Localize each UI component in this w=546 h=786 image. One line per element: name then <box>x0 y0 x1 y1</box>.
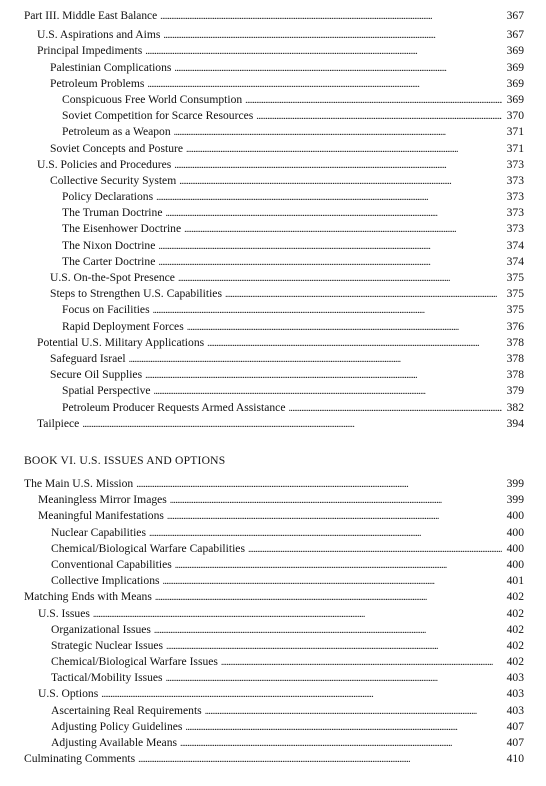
toc-entry <box>0 302 546 318</box>
toc-entry <box>0 654 546 670</box>
toc-entry-page: 407 <box>506 736 524 749</box>
toc-entry-page: 410 <box>506 752 524 766</box>
toc-entry <box>0 383 546 399</box>
dot-leader <box>174 158 502 174</box>
toc-entry-title: Tactical/Mobility Issues <box>51 671 163 685</box>
toc-entry-title: Principal Impediments <box>37 44 143 58</box>
toc-entry-title: The Carter Doctrine <box>62 254 156 268</box>
toc-entry-page: 370 <box>506 109 524 123</box>
toc-entry <box>0 557 546 573</box>
toc-entry <box>0 670 546 686</box>
toc-entry-page: 375 <box>506 287 524 301</box>
toc-entry-page: 378 <box>506 368 524 382</box>
toc-entry-page: 373 <box>506 157 524 171</box>
dot-leader <box>180 736 502 752</box>
toc-entry-title: Potential U.S. Military Applications <box>37 335 205 349</box>
dot-leader <box>82 417 502 433</box>
toc-entry <box>0 589 546 605</box>
toc-entry-page: 400 <box>506 509 524 523</box>
toc-entry-title: Soviet Concepts and Posture <box>50 141 183 155</box>
toc-entry-title: Matching Ends with Means <box>24 590 152 604</box>
toc-entry-page: 399 <box>506 493 524 507</box>
toc-entry-title: Collective Implications <box>51 574 160 588</box>
toc-entry <box>0 622 546 638</box>
toc-entry-title: Chemical/Biological Warfare Issues <box>51 655 218 669</box>
toc-entry <box>0 686 546 702</box>
dot-leader <box>175 558 502 574</box>
toc-entry-page: 376 <box>506 319 524 333</box>
toc-entry-title: U.S. Policies and Procedures <box>37 157 172 171</box>
dot-leader <box>186 142 502 158</box>
dot-leader <box>165 206 502 222</box>
toc-entry-page: 402 <box>506 606 524 620</box>
toc-entry-page: 403 <box>506 671 524 685</box>
toc-entry <box>0 573 546 589</box>
toc-entry <box>0 286 546 302</box>
toc-entry-title: Safeguard Israel <box>50 351 126 365</box>
toc-entry-title: The Main U.S. Mission <box>24 477 134 490</box>
toc-entry-page: 367 <box>506 9 524 22</box>
dot-leader <box>129 352 502 368</box>
toc-entry-title: U.S. On-the-Spot Presence <box>50 271 175 284</box>
toc-entry-title: Conventional Capabilities <box>51 557 172 571</box>
dot-leader <box>158 255 502 271</box>
dot-leader <box>185 720 502 736</box>
toc-entry-title: Petroleum as a Weapon <box>62 125 171 139</box>
toc-entry <box>0 76 546 92</box>
dot-leader <box>136 477 502 493</box>
toc-entry-page: 367 <box>506 28 524 42</box>
dot-leader <box>221 655 502 671</box>
toc-entry <box>0 238 546 254</box>
toc-entry-page: 374 <box>506 238 524 252</box>
toc-entry-title: Palestinian Complications <box>50 60 172 74</box>
dot-leader <box>155 590 502 606</box>
toc-entry-page: 394 <box>506 416 524 430</box>
toc-entry-title: The Eisenhower Doctrine <box>62 222 182 236</box>
toc-entry-page: 373 <box>506 173 524 187</box>
toc-entry-page: 374 <box>506 254 524 268</box>
dot-leader <box>256 109 502 125</box>
toc-entry <box>0 157 546 173</box>
book-vi-heading: BOOK VI. U.S. ISSUES AND OPTIONS <box>24 454 226 467</box>
dot-leader <box>166 639 502 655</box>
toc-entry-title: Soviet Competition for Scarce Resources <box>62 109 254 123</box>
toc-entry-page: 402 <box>506 638 524 652</box>
dot-leader <box>154 623 502 639</box>
toc-entry-title: Steps to Strengthen U.S. Capabilities <box>50 287 222 301</box>
toc-entry-title: Strategic Nuclear Issues <box>51 638 164 652</box>
dot-leader <box>160 9 502 25</box>
toc-entry <box>0 351 546 367</box>
toc-entry <box>0 335 546 351</box>
part-iii-entries <box>0 27 546 432</box>
dot-leader <box>93 607 502 623</box>
toc-entry-title: Part III. Middle East Balance <box>24 10 158 22</box>
dot-leader <box>174 61 502 77</box>
toc-entry-part-iii <box>0 8 546 24</box>
toc-entry <box>0 124 546 140</box>
dot-leader <box>158 239 502 255</box>
toc-entry-page: 403 <box>506 703 524 717</box>
toc-entry-title: Collective Security System <box>50 173 177 187</box>
toc-entry-title: The Nixon Doctrine <box>62 238 156 252</box>
toc-entry-page: 399 <box>506 477 524 490</box>
book-vi-toc <box>0 476 546 767</box>
toc-entry-title: Ascertaining Real Requirements <box>51 703 202 717</box>
dot-leader <box>145 44 502 60</box>
toc-entry-page: 375 <box>506 271 524 284</box>
toc-entry-page: 379 <box>506 384 524 398</box>
toc-entry-title: Nuclear Capabilities <box>51 525 146 539</box>
toc-entry <box>0 108 546 124</box>
toc-entry-page: 375 <box>506 303 524 317</box>
dot-leader <box>288 401 502 417</box>
toc-entry-title: Adjusting Available Means <box>51 736 178 749</box>
dot-leader <box>145 368 502 384</box>
toc-entry <box>0 638 546 654</box>
part-iii-toc <box>0 8 546 432</box>
dot-leader <box>245 93 502 109</box>
dot-leader <box>156 190 502 206</box>
toc-entry-title: Adjusting Policy Guidelines <box>51 719 183 733</box>
toc-entry-title: Meaningless Mirror Images <box>38 493 167 507</box>
toc-entry-title: U.S. Options <box>38 687 99 701</box>
toc-entry-title: The Truman Doctrine <box>62 206 163 220</box>
dot-leader <box>170 493 502 509</box>
dot-leader <box>207 336 502 352</box>
dot-leader <box>167 509 502 525</box>
toc-entry <box>0 751 546 767</box>
toc-entry <box>0 400 546 416</box>
toc-entry-title: Chemical/Biological Warfare Capabilities <box>51 541 245 555</box>
toc-entry-page: 378 <box>506 351 524 365</box>
dot-leader <box>101 687 502 703</box>
dot-leader <box>205 704 502 720</box>
toc-entry <box>0 492 546 508</box>
dot-leader <box>184 222 502 238</box>
toc-entry <box>0 27 546 43</box>
toc-entry-page: 371 <box>506 125 524 139</box>
toc-entry-title: Policy Declarations <box>62 190 154 204</box>
toc-entry-page: 407 <box>506 719 524 733</box>
toc-entry <box>0 173 546 189</box>
toc-entry <box>0 92 546 108</box>
toc-entry-title: Secure Oil Supplies <box>50 368 143 382</box>
dot-leader <box>163 28 502 44</box>
toc-entry <box>0 205 546 221</box>
toc-entry-title: Rapid Deployment Forces <box>62 319 184 333</box>
dot-leader <box>178 271 502 287</box>
dot-leader <box>138 752 502 768</box>
toc-entry-page: 369 <box>506 44 524 58</box>
toc-entry-title: U.S. Aspirations and Aims <box>37 28 161 42</box>
toc-entry <box>0 476 546 492</box>
toc-entry-title: Petroleum Producer Requests Armed Assistance <box>62 400 286 414</box>
dot-leader <box>166 671 502 687</box>
toc-entry-page: 373 <box>506 222 524 236</box>
toc-entry-page: 378 <box>506 335 524 349</box>
toc-entry <box>0 270 546 286</box>
dot-leader <box>149 526 502 542</box>
toc-entry-page: 400 <box>506 557 524 571</box>
toc-entry-title: Tailpiece <box>37 416 80 430</box>
toc-entry <box>0 367 546 383</box>
toc-entry-page: 369 <box>506 76 524 90</box>
toc-entry <box>0 141 546 157</box>
dot-leader <box>147 77 502 93</box>
toc-entry <box>0 735 546 751</box>
toc-entry-title: Focus on Facilities <box>62 303 150 317</box>
toc-entry-title: Conspicuous Free World Consumption <box>62 92 243 106</box>
dot-leader <box>174 125 502 141</box>
dot-leader <box>225 287 502 303</box>
toc-entry <box>0 703 546 719</box>
toc-entry-page: 402 <box>506 590 524 604</box>
toc-entry <box>0 319 546 335</box>
toc-entry <box>0 189 546 205</box>
toc-entry-page: 373 <box>506 190 524 204</box>
toc-entry-page: 402 <box>506 655 524 669</box>
toc-entry-page: 369 <box>506 92 524 106</box>
toc-entry-page: 400 <box>506 525 524 539</box>
toc-entry-title: Meaningful Manifestations <box>38 509 164 523</box>
toc-entry-page: 402 <box>506 622 524 636</box>
toc-entry <box>0 525 546 541</box>
dot-leader <box>248 542 502 558</box>
toc-entry-page: 373 <box>506 206 524 220</box>
toc-entry-page: 371 <box>506 141 524 155</box>
toc-entry <box>0 416 546 432</box>
toc-entry-title: Petroleum Problems <box>50 76 145 90</box>
toc-entry <box>0 60 546 76</box>
toc-entry-page: 369 <box>506 60 524 74</box>
toc-entry <box>0 254 546 270</box>
toc-entry-page: 400 <box>506 541 524 555</box>
dot-leader <box>163 574 502 590</box>
toc-entry-page: 382 <box>506 400 524 414</box>
toc-entry <box>0 221 546 237</box>
toc-entry-page: 401 <box>506 574 524 588</box>
dot-leader <box>153 303 502 319</box>
toc-entry <box>0 606 546 622</box>
toc-entry-title: U.S. Issues <box>38 606 90 620</box>
dot-leader <box>154 384 502 400</box>
toc-entry <box>0 43 546 59</box>
toc-entry-title: Spatial Perspective <box>62 384 151 398</box>
toc-entry-title: Culminating Comments <box>24 752 136 766</box>
toc-entry <box>0 541 546 557</box>
dot-leader <box>179 174 502 190</box>
toc-entry <box>0 719 546 735</box>
toc-entry-title: Organizational Issues <box>51 622 151 636</box>
toc-entry-page: 403 <box>506 687 524 701</box>
book-vi-entries <box>0 476 546 767</box>
toc-entry <box>0 508 546 524</box>
dot-leader <box>187 320 502 336</box>
